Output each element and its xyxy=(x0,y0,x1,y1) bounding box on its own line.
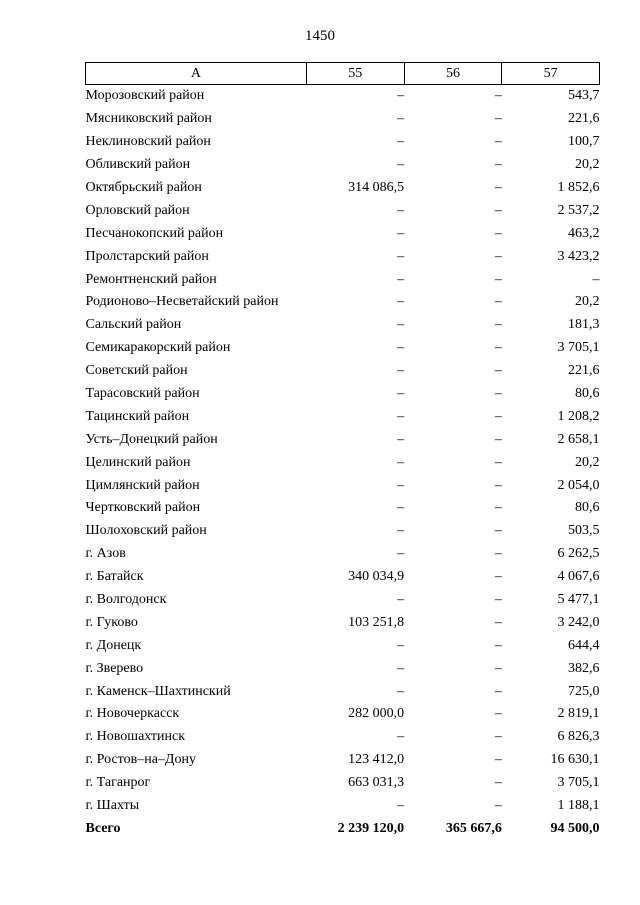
table-row xyxy=(86,726,600,749)
row-name: Тацинский район xyxy=(85,408,190,424)
row-name: Октябрьский район xyxy=(85,180,202,195)
row-name: г. Гуково xyxy=(85,614,138,630)
value-57: 3 705,1 xyxy=(557,775,600,791)
value-55: – xyxy=(397,317,405,333)
value-57: 221,6 xyxy=(568,363,600,379)
value-57: 5 477,1 xyxy=(557,592,600,608)
value-57: 20,2 xyxy=(575,294,600,310)
table-body xyxy=(86,85,600,841)
value-55: 340 034,9 xyxy=(348,569,405,585)
value-56: – xyxy=(494,637,502,653)
value-55: – xyxy=(397,363,405,379)
value-56: – xyxy=(494,454,502,470)
value-55: – xyxy=(397,88,405,104)
row-name: Пролстарский район xyxy=(85,248,209,264)
value-56: – xyxy=(494,546,502,562)
table-row xyxy=(86,589,600,612)
table-row xyxy=(86,795,600,818)
value-57: 503,5 xyxy=(568,523,600,539)
value-55: – xyxy=(397,660,405,676)
value-56: – xyxy=(494,477,502,493)
value-56: – xyxy=(494,523,502,539)
total-row xyxy=(86,818,600,841)
row-name: Мясниковский район xyxy=(85,111,212,127)
table-row xyxy=(86,611,600,634)
table-row xyxy=(86,360,600,383)
value-56: – xyxy=(494,225,502,241)
value-57: 2 537,2 xyxy=(557,202,600,218)
value-55: – xyxy=(397,454,405,470)
table-row xyxy=(86,451,600,474)
value-55: 282 000,0 xyxy=(348,706,405,722)
value-57: 2 054,0 xyxy=(557,477,600,493)
value-57: 644,4 xyxy=(568,637,600,653)
table-row xyxy=(86,520,600,543)
row-name: Морозовский район xyxy=(85,88,205,104)
row-name: г. Шахты xyxy=(85,798,140,814)
value-55: 314 086,5 xyxy=(348,180,405,195)
value-57: 3 423,2 xyxy=(557,248,600,264)
value-57: 80,6 xyxy=(575,386,600,402)
row-name: Тарасовский район xyxy=(85,386,200,402)
total-value-55: 2 239 120,0 xyxy=(337,820,405,836)
value-56: – xyxy=(494,408,502,424)
row-name: г. Волгодонск xyxy=(85,592,167,608)
table-row xyxy=(86,154,600,177)
row-name: г. Новочеркасск xyxy=(85,706,180,722)
row-name: Орловский район xyxy=(85,202,190,218)
value-55: – xyxy=(397,546,405,562)
value-56: – xyxy=(494,683,502,699)
table-row xyxy=(86,131,600,154)
total-label: Всего xyxy=(85,820,121,836)
value-55: – xyxy=(397,500,405,516)
table-row xyxy=(86,703,600,726)
row-name: Цимлянский район xyxy=(85,477,200,493)
value-56: – xyxy=(494,500,502,516)
value-55: 103 251,8 xyxy=(348,614,405,630)
row-name: Сальский район xyxy=(85,317,182,333)
row-name: г. Ростов–на–Дону xyxy=(85,752,196,768)
value-57: 1 852,6 xyxy=(557,180,600,195)
value-56: – xyxy=(494,111,502,127)
table-row xyxy=(86,543,600,566)
value-56: – xyxy=(494,317,502,333)
table-row xyxy=(86,108,600,131)
table-row xyxy=(86,772,600,795)
row-name: г. Таганрог xyxy=(85,775,151,791)
value-57: 543,7 xyxy=(568,88,600,104)
value-55: – xyxy=(397,431,405,447)
value-57: 20,2 xyxy=(575,454,600,470)
column-header-name: А xyxy=(86,63,307,85)
table-header xyxy=(86,63,600,85)
row-name: Родионово–Несветайский район xyxy=(85,294,279,310)
row-name: Обливский район xyxy=(85,157,191,173)
table-row xyxy=(86,85,600,108)
row-name: Целинский район xyxy=(85,454,191,470)
value-57: 382,6 xyxy=(568,660,600,676)
table-row xyxy=(86,199,600,222)
value-55: – xyxy=(397,271,405,287)
value-56: – xyxy=(494,180,502,195)
value-57: 4 067,6 xyxy=(557,569,600,585)
page-number: 1450 xyxy=(305,28,335,44)
table-row xyxy=(86,566,600,589)
value-57: 3 705,1 xyxy=(557,340,600,356)
value-57: 3 242,0 xyxy=(557,614,600,630)
row-name: г. Новошахтинск xyxy=(85,729,186,745)
row-name: г. Каменск–Шахтинский xyxy=(85,683,231,699)
table-row xyxy=(86,428,600,451)
value-55: – xyxy=(397,798,405,814)
value-56: – xyxy=(494,569,502,585)
row-name: Песчанокопский район xyxy=(85,225,224,241)
value-56: – xyxy=(494,134,502,150)
table-row xyxy=(86,337,600,360)
value-55: – xyxy=(397,294,405,310)
value-55: – xyxy=(397,523,405,539)
value-55: 663 031,3 xyxy=(348,775,405,791)
value-55: – xyxy=(397,157,405,173)
row-name: г. Батайск xyxy=(85,569,144,585)
value-55: – xyxy=(397,729,405,745)
value-57: 221,6 xyxy=(568,111,600,127)
value-57: 16 630,1 xyxy=(550,752,600,768)
row-name: Усть–Донецкий район xyxy=(85,431,218,447)
value-55: – xyxy=(397,248,405,264)
value-55: – xyxy=(397,134,405,150)
value-57: 463,2 xyxy=(568,225,600,241)
value-57: 181,3 xyxy=(568,317,600,333)
value-57: 80,6 xyxy=(575,500,600,516)
total-value-56: 365 667,6 xyxy=(445,820,502,836)
row-name: Ремонтненский район xyxy=(85,271,217,287)
value-56: – xyxy=(494,202,502,218)
value-56: – xyxy=(494,660,502,676)
table-row xyxy=(86,222,600,245)
value-55: – xyxy=(397,340,405,356)
row-name: Шолоховский район xyxy=(85,523,207,539)
value-57: 2 658,1 xyxy=(557,431,600,447)
table-row xyxy=(86,497,600,520)
row-name: г. Азов xyxy=(85,546,126,562)
row-name: Семикаракорский район xyxy=(85,340,231,356)
table-row xyxy=(86,474,600,497)
row-name: г. Зверево xyxy=(85,660,144,676)
value-57: 1 208,2 xyxy=(557,408,600,424)
row-name: Неклиновский район xyxy=(85,134,211,150)
value-55: – xyxy=(397,637,405,653)
value-57: 6 262,5 xyxy=(557,546,600,562)
table-row xyxy=(86,405,600,428)
table-row xyxy=(86,749,600,772)
table-row xyxy=(86,680,600,703)
value-56: – xyxy=(494,248,502,264)
value-57: 2 819,1 xyxy=(557,706,600,722)
value-56: – xyxy=(494,431,502,447)
column-header-56: 56 xyxy=(404,63,502,85)
row-name: Чертковский район xyxy=(85,500,201,516)
value-55: – xyxy=(397,477,405,493)
table-row xyxy=(86,657,600,680)
value-56: – xyxy=(494,363,502,379)
value-55: – xyxy=(397,408,405,424)
row-name: г. Донецк xyxy=(85,637,142,653)
value-56: – xyxy=(494,294,502,310)
value-56: – xyxy=(494,157,502,173)
table-row xyxy=(86,268,600,291)
value-55: – xyxy=(397,225,405,241)
value-57: 1 188,1 xyxy=(557,798,600,814)
value-55: – xyxy=(397,683,405,699)
value-55: – xyxy=(397,202,405,218)
value-56: – xyxy=(494,271,502,287)
value-57: – xyxy=(592,271,600,287)
table-row xyxy=(86,177,600,200)
table-row xyxy=(86,291,600,314)
value-57: 725,0 xyxy=(568,683,600,699)
value-56: – xyxy=(494,706,502,722)
value-55: – xyxy=(397,386,405,402)
row-name: Советский район xyxy=(85,363,188,379)
value-56: – xyxy=(494,592,502,608)
value-56: – xyxy=(494,775,502,791)
budget-table xyxy=(85,62,600,840)
value-56: – xyxy=(494,88,502,104)
value-56: – xyxy=(494,798,502,814)
total-value-57: 94 500,0 xyxy=(550,820,600,836)
table-row xyxy=(86,383,600,406)
value-57: 20,2 xyxy=(575,157,600,173)
value-55: 123 412,0 xyxy=(348,752,405,768)
value-56: – xyxy=(494,614,502,630)
value-57: 100,7 xyxy=(568,134,600,150)
value-56: – xyxy=(494,386,502,402)
value-57: 6 826,3 xyxy=(557,729,600,745)
table-row xyxy=(86,314,600,337)
table-row xyxy=(86,245,600,268)
value-56: – xyxy=(494,340,502,356)
value-55: – xyxy=(397,592,405,608)
value-56: – xyxy=(494,729,502,745)
header-row xyxy=(86,63,600,85)
value-56: – xyxy=(494,752,502,768)
column-header-55: 55 xyxy=(306,63,404,85)
column-header-57: 57 xyxy=(502,63,600,85)
table-row xyxy=(86,634,600,657)
value-55: – xyxy=(397,111,405,127)
